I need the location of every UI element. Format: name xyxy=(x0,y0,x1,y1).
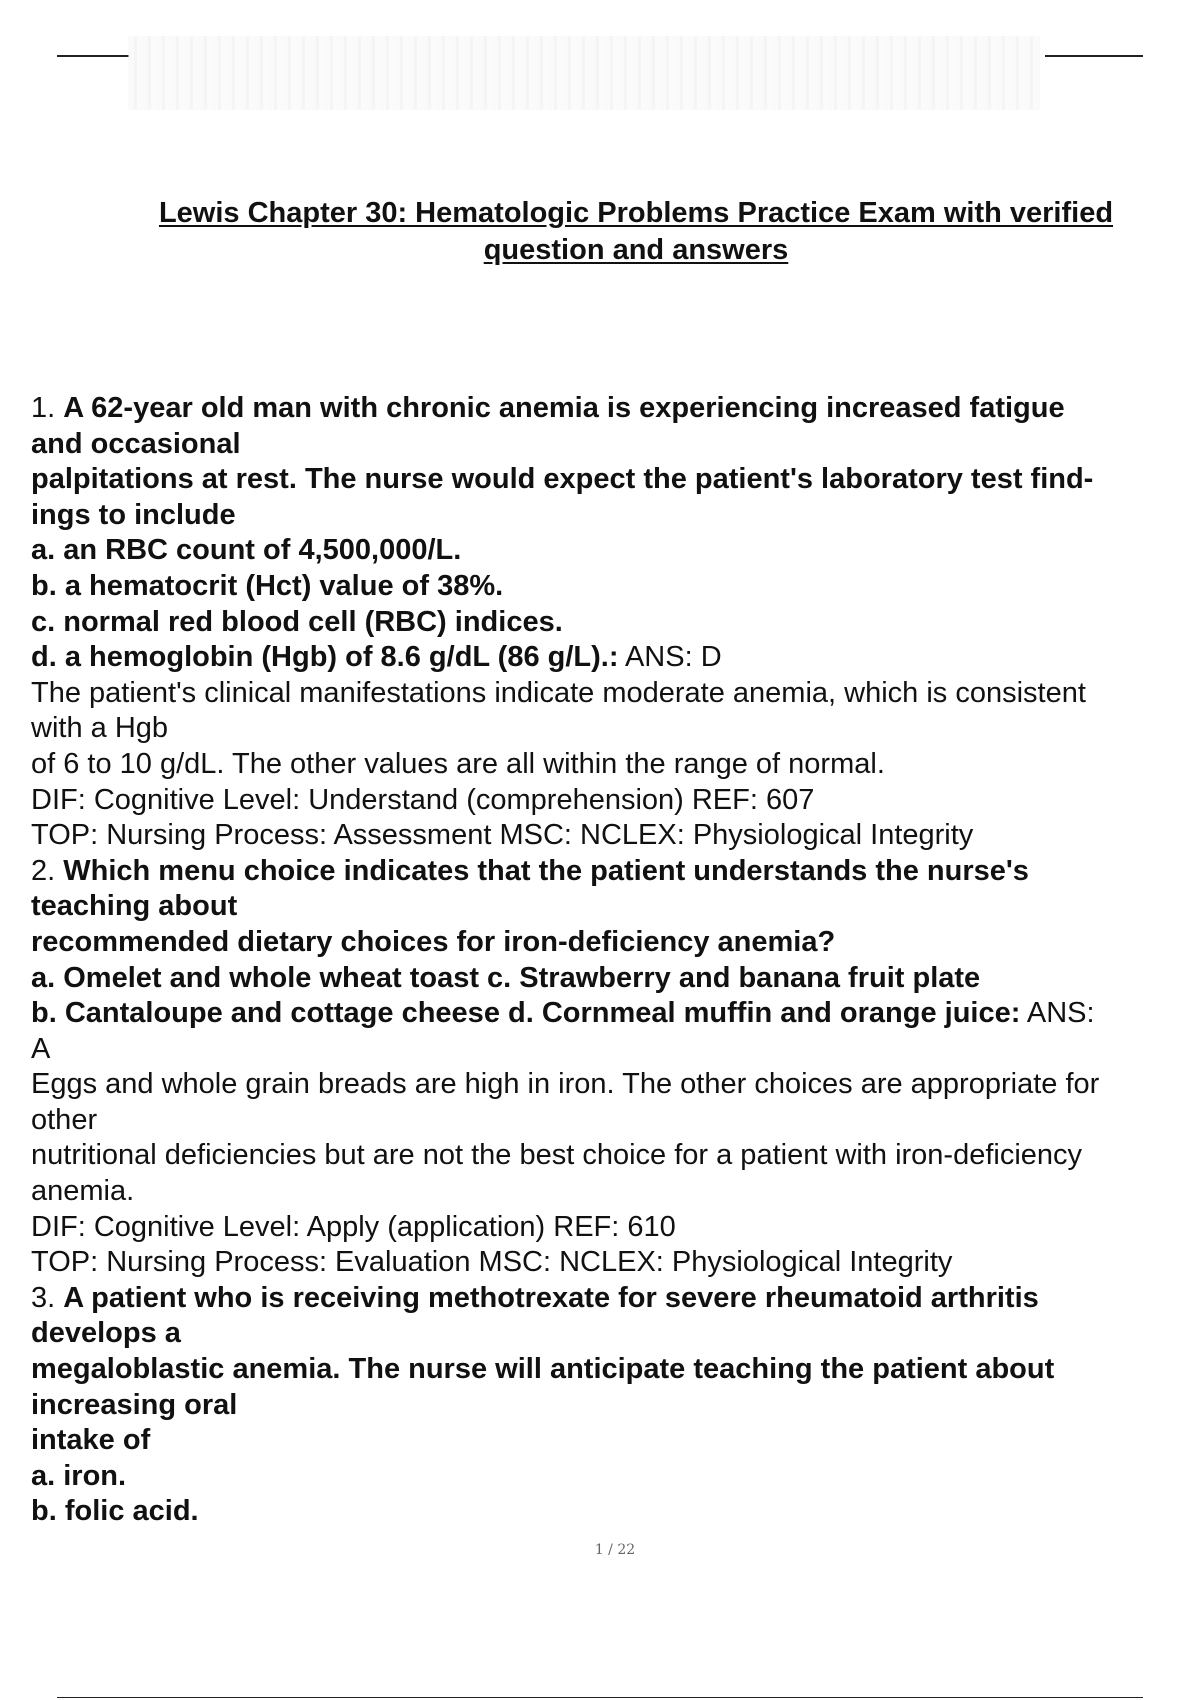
question-text: a. iron. xyxy=(31,1459,127,1492)
question-text: b. folic acid. xyxy=(31,1495,199,1528)
text-line xyxy=(31,783,1200,819)
text-line xyxy=(31,498,1200,534)
top-right-rule xyxy=(1045,55,1143,57)
page-number: 1 / 22 xyxy=(594,1542,636,1558)
text-line xyxy=(31,533,1200,569)
question-text: ings to include xyxy=(31,498,236,531)
text-line xyxy=(31,996,1200,1032)
answer-text: DIF: Cognitive Level: Apply (application) REF: 610 xyxy=(31,1210,676,1243)
text-line xyxy=(31,427,1200,463)
text-line xyxy=(31,1352,1200,1388)
text-line xyxy=(31,605,1200,641)
text-line xyxy=(31,1281,1200,1317)
text-line xyxy=(31,818,1200,854)
question-text: A 62-year old man with chronic anemia is experiencing increased fatigue xyxy=(63,392,1065,424)
answer-text: The patient's clinical manifestations indicate moderate anemia, which is consistent xyxy=(31,676,1086,709)
answer-text: A xyxy=(31,1032,51,1065)
text-line xyxy=(31,640,1200,676)
text-line xyxy=(31,961,1200,997)
text-line xyxy=(31,1103,1200,1139)
question-text: b. Cantaloupe and cottage cheese d. Cornmeal muffin and orange juice: xyxy=(31,997,1021,1030)
question-text: and occasional xyxy=(31,427,241,460)
question-text: teaching about xyxy=(31,890,238,923)
answer-text: anemia. xyxy=(31,1175,135,1208)
question-text: megaloblastic anemia. The nurse will anticipate teaching the patient about xyxy=(31,1353,1055,1386)
text-line xyxy=(31,1388,1200,1424)
question-text: palpitations at rest. The nurse would expect the patient's laboratory test find- xyxy=(31,463,1094,496)
text-line xyxy=(31,1459,1200,1495)
question-text: a. an RBC count of 4,500,000/L. xyxy=(31,534,462,567)
question-text: develops a xyxy=(31,1317,181,1350)
text-line xyxy=(31,854,1200,890)
text-line xyxy=(31,1032,1200,1068)
text-line xyxy=(31,1423,1200,1459)
text-line xyxy=(31,925,1200,961)
text-line xyxy=(31,1138,1200,1174)
question-text: d. a hemoglobin (Hgb) of 8.6 g/dL (86 g/L).: xyxy=(31,641,619,674)
answer-text: of 6 to 10 g/dL. The other values are all within the range of normal. xyxy=(31,747,885,780)
answer-text: other xyxy=(31,1103,98,1136)
text-line xyxy=(31,1245,1200,1281)
title-line-2: question and answers xyxy=(483,234,789,266)
answer-text: ANS: xyxy=(1020,997,1095,1030)
question-text: a. Omelet and whole wheat toast c. Strawberry and banana fruit plate xyxy=(31,961,981,994)
question-text: c. normal red blood cell (RBC) indices. xyxy=(31,605,563,638)
question-text: increasing oral xyxy=(31,1388,238,1421)
text-line xyxy=(31,1494,1200,1530)
top-left-rule xyxy=(57,55,129,57)
answer-text: Eggs and whole grain breads are high in iron. The other choices are appropriate for xyxy=(31,1068,1100,1101)
text-line xyxy=(31,747,1200,783)
question-number: 2. xyxy=(31,854,64,887)
text-line xyxy=(31,1067,1200,1103)
answer-text: TOP: Nursing Process: Evaluation MSC: NCLEX: Physiological Integrity xyxy=(31,1246,953,1279)
header-watermark xyxy=(128,36,1040,110)
text-line xyxy=(31,1316,1200,1352)
question-text: b. a hematocrit (Hct) value of 38%. xyxy=(31,569,504,602)
page-title xyxy=(100,195,1172,269)
question-number: 1. xyxy=(31,392,64,424)
question-text: A patient who is receiving methotrexate for severe rheumatoid arthritis xyxy=(63,1281,1039,1314)
title-line-1: Lewis Chapter 30: Hematologic Problems Practice Exam with verified xyxy=(158,197,1114,229)
text-line xyxy=(31,889,1200,925)
answer-text: nutritional deficiencies but are not the best choice for a patient with iron-deficiency xyxy=(31,1139,1083,1172)
question-number: 3. xyxy=(31,1281,64,1314)
text-line xyxy=(31,1210,1200,1246)
answer-text: TOP: Nursing Process: Assessment MSC: NCLEX: Physiological Integrity xyxy=(31,819,974,852)
question-content xyxy=(31,391,1200,1530)
bottom-rule xyxy=(57,1697,1143,1698)
question-text: recommended dietary choices for iron-deficiency anemia? xyxy=(31,925,836,958)
text-line xyxy=(31,462,1200,498)
answer-text: with a Hgb xyxy=(31,712,169,745)
text-line xyxy=(31,676,1200,712)
answer-text: DIF: Cognitive Level: Understand (comprehension) REF: 607 xyxy=(31,783,815,816)
question-text: intake of xyxy=(31,1424,151,1457)
text-line xyxy=(31,711,1200,747)
answer-text: ANS: D xyxy=(618,641,722,674)
text-line xyxy=(31,391,1200,427)
question-text: Which menu choice indicates that the patient understands the nurse's xyxy=(63,854,1029,887)
text-line xyxy=(31,1174,1200,1210)
text-line xyxy=(31,569,1200,605)
